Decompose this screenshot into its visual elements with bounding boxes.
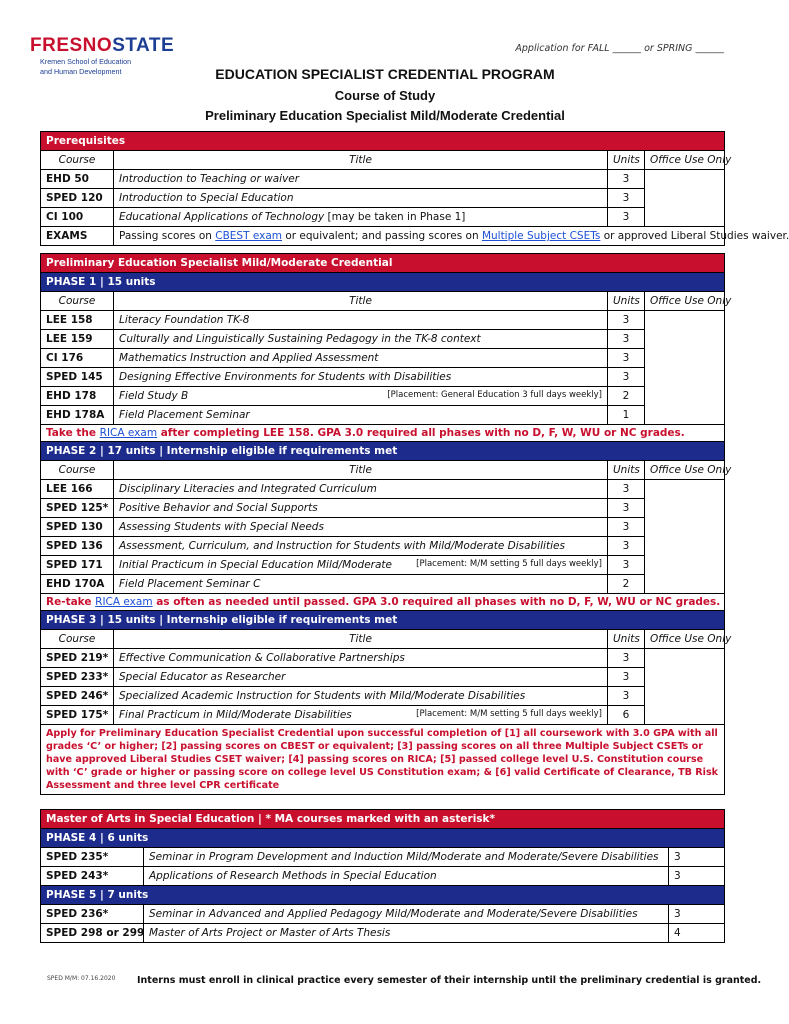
course-units: 3	[608, 208, 645, 227]
table-row	[41, 480, 725, 499]
col-office: Office Use Only	[645, 461, 725, 480]
logo-subtitle-2: and Human Development	[40, 67, 122, 76]
table-row	[41, 330, 725, 349]
course-title: Literacy Foundation TK-8	[114, 311, 608, 330]
table-row	[41, 170, 725, 189]
phase-1-heading: PHASE 1 | 15 units	[41, 273, 725, 292]
cbest-exam-link[interactable]: CBEST exam	[215, 230, 282, 242]
course-title: Positive Behavior and Social Supports	[114, 499, 608, 518]
course-units: 3	[608, 368, 645, 387]
placement-note: [Placement: General Education 3 full days weekly]	[387, 390, 602, 400]
course-units: 6	[608, 706, 645, 725]
course-units: 3	[669, 867, 725, 886]
course-title: Field Placement Seminar	[114, 406, 608, 425]
table-row	[41, 311, 725, 330]
course-title: Final Practicum in Mild/Moderate Disabilities [Placement: M/M setting 5 full days weekly]	[114, 706, 608, 725]
course-title: Designing Effective Environments for Students with Disabilities	[114, 368, 608, 387]
course-units: 3	[669, 905, 725, 924]
course-code: SPED 120	[41, 189, 114, 208]
course-code: SPED 219*	[41, 649, 114, 668]
course-title: Assessing Students with Special Needs	[114, 518, 608, 537]
course-title: Assessment, Curriculum, and Instruction for Students with Mild/Moderate Disabilities	[114, 537, 608, 556]
masters-heading: Master of Arts in Special Education | * MA courses marked with an asterisk*	[41, 810, 725, 829]
course-code: SPED 130	[41, 518, 114, 537]
document-code: SPED M/M: 07.16.2020	[47, 975, 116, 982]
course-code: SPED 136	[41, 537, 114, 556]
course-code: LEE 166	[41, 480, 114, 499]
col-title: Title	[114, 292, 608, 311]
table-row	[41, 189, 725, 208]
course-units: 3	[608, 668, 645, 687]
table-row	[41, 905, 725, 924]
placement-note: [Placement: M/M setting 5 full days weekly]	[416, 559, 602, 569]
col-office: Office Use Only	[645, 630, 725, 649]
course-title: Applications of Research Methods in Special Education	[144, 867, 669, 886]
course-title: Introduction to Teaching or waiver	[114, 170, 608, 189]
office-use-cell[interactable]	[645, 311, 725, 425]
course-code: SPED 246*	[41, 687, 114, 706]
prerequisites-table	[40, 131, 789, 246]
course-units: 3	[669, 848, 725, 867]
course-code: SPED 243*	[41, 867, 144, 886]
office-use-cell[interactable]	[645, 480, 725, 594]
table-row	[41, 406, 725, 425]
credential-application-note: Apply for Preliminary Education Specialist Credential upon successful completion of [1] all coursework with 3.0 GPA with all grades ‘C’ or higher; [2] passing scores on CBEST or equivalent; [3] passing scores on all three Multiple Subject CSETs or have approved Liberal Studies CSET waiver; [4] passing scores on RICA; [5] passed college level U.S. Constitution course with ‘C’ grade or higher or passing score on college level US Constitution exam; & [6] valid Certificate of Clearance, TB Risk Assessment and three level CPR certificate	[41, 725, 725, 795]
col-units: Units	[608, 630, 645, 649]
course-units: 3	[608, 537, 645, 556]
course-title: Educational Applications of Technology [may be taken in Phase 1]	[114, 208, 608, 227]
course-code: LEE 159	[41, 330, 114, 349]
col-office: Office Use Only	[645, 292, 725, 311]
col-course: Course	[41, 630, 114, 649]
course-code: SPED 175*	[41, 706, 114, 725]
course-units: 3	[608, 170, 645, 189]
course-code: SPED 125*	[41, 499, 114, 518]
exams-requirement: Passing scores on CBEST exam or equivalent; and passing scores on Multiple Subject CSETs or approved Liberal Studies waiver.	[114, 227, 725, 246]
course-units: 3	[608, 499, 645, 518]
col-title: Title	[114, 630, 608, 649]
course-of-study-title: Course of Study	[334, 88, 436, 103]
col-units: Units	[608, 292, 645, 311]
course-units: 3	[608, 349, 645, 368]
course-units: 3	[608, 556, 645, 575]
course-units: 3	[608, 330, 645, 349]
course-title: Field Study B [Placement: General Education 3 full days weekly]	[114, 387, 608, 406]
course-title: Specialized Academic Instruction for Students with Mild/Moderate Disabilities	[114, 687, 608, 706]
office-use-cell[interactable]	[645, 649, 725, 725]
table-row	[41, 575, 725, 594]
table-row	[41, 208, 725, 227]
course-units: 2	[608, 387, 645, 406]
course-units: 2	[608, 575, 645, 594]
interns-note: Interns must enroll in clinical practice every semester of their internship until the preliminary credential is granted.	[137, 975, 762, 986]
table-row	[41, 848, 725, 867]
course-code: SPED 235*	[41, 848, 144, 867]
course-code: EHD 50	[41, 170, 114, 189]
table-row	[41, 349, 725, 368]
col-title: Title	[114, 461, 608, 480]
course-units: 3	[608, 480, 645, 499]
course-title: Mathematics Instruction and Applied Assessment	[114, 349, 608, 368]
course-code: SPED 171	[41, 556, 114, 575]
exams-label: EXAMS	[41, 227, 114, 246]
table-row	[41, 649, 725, 668]
course-code: EHD 170A	[41, 575, 114, 594]
course-units: 3	[608, 518, 645, 537]
course-code: SPED 298 or 299	[41, 924, 144, 943]
logo-subtitle-1: Kremen School of Education	[40, 57, 132, 66]
course-code: SPED 236*	[41, 905, 144, 924]
col-course: Course	[41, 461, 114, 480]
table-row	[41, 668, 725, 687]
course-code: SPED 233*	[41, 668, 114, 687]
table-row	[41, 924, 725, 943]
col-course: Course	[41, 151, 114, 170]
table-row	[41, 227, 725, 246]
cset-link[interactable]: Multiple Subject CSETs	[481, 230, 601, 242]
course-units: 4	[669, 924, 725, 943]
table-row	[41, 387, 725, 406]
course-title: Disciplinary Literacies and Integrated Curriculum	[114, 480, 608, 499]
course-code: SPED 145	[41, 368, 114, 387]
table-row	[41, 867, 725, 886]
col-units: Units	[608, 461, 645, 480]
course-title: Introduction to Special Education	[114, 189, 608, 208]
phase-5-heading: PHASE 5 | 7 units	[41, 886, 725, 905]
course-title: Master of Arts Project or Master of Arts Thesis	[144, 924, 669, 943]
course-code: CI 100	[41, 208, 114, 227]
prerequisites-heading: Prerequisites	[41, 132, 725, 151]
rica-exam-link[interactable]: RICA exam	[95, 596, 153, 608]
course-title: Effective Communication & Collaborative Partnerships	[114, 649, 608, 668]
course-title: Seminar in Advanced and Applied Pedagogy Mild/Moderate and Moderate/Severe Disabilities	[144, 905, 669, 924]
application-term-line[interactable]: Application for FALL ______ or SPRING ______	[515, 43, 724, 54]
course-code: EHD 178A	[41, 406, 114, 425]
course-code: LEE 158	[41, 311, 114, 330]
phase-1-note: Take the RICA exam after completing LEE 158. GPA 3.0 required all phases with no D, F, W, WU or NC grades.	[41, 425, 725, 442]
col-title: Title	[114, 151, 608, 170]
course-title: Field Placement Seminar C	[114, 575, 608, 594]
table-row	[41, 518, 725, 537]
table-row	[41, 499, 725, 518]
phase-4-heading: PHASE 4 | 6 units	[41, 829, 725, 848]
office-use-cell[interactable]	[645, 170, 725, 227]
col-office: Office Use Only	[645, 151, 725, 170]
logo-wordmark: FRESNOSTATE	[30, 35, 175, 56]
masters-table	[40, 809, 725, 943]
course-code: CI 176	[41, 349, 114, 368]
course-units: 3	[608, 189, 645, 208]
table-row	[41, 537, 725, 556]
course-title: Special Educator as Researcher	[114, 668, 608, 687]
phase-3-heading: PHASE 3 | 15 units | Internship eligible if requirements met	[41, 611, 725, 630]
placement-note: [Placement: M/M setting 5 full days weekly]	[416, 709, 602, 719]
course-title: Culturally and Linguistically Sustaining Pedagogy in the TK-8 context	[114, 330, 608, 349]
course-title: Initial Practicum in Special Education Mild/Moderate [Placement: M/M setting 5 full days weekly]	[114, 556, 608, 575]
col-units: Units	[608, 151, 645, 170]
course-units: 1	[608, 406, 645, 425]
col-course: Course	[41, 292, 114, 311]
credential-table	[40, 253, 732, 795]
table-row	[41, 368, 725, 387]
table-row	[41, 687, 725, 706]
rica-exam-link[interactable]: RICA exam	[99, 427, 158, 439]
course-code: EHD 178	[41, 387, 114, 406]
program-title: EDUCATION SPECIALIST CREDENTIAL PROGRAM	[215, 66, 555, 82]
table-row	[41, 706, 725, 725]
credential-title: Preliminary Education Specialist Mild/Moderate Credential	[205, 108, 565, 123]
credential-heading: Preliminary Education Specialist Mild/Moderate Credential	[41, 254, 725, 273]
course-units: 3	[608, 649, 645, 668]
course-units: 3	[608, 311, 645, 330]
phase-2-heading: PHASE 2 | 17 units | Internship eligible if requirements met	[41, 442, 725, 461]
table-row	[41, 556, 725, 575]
phase-2-note: Re-take RICA exam as often as needed until passed. GPA 3.0 required all phases with no D, F, W, WU or NC grades.	[41, 594, 725, 611]
course-units: 3	[608, 687, 645, 706]
course-title: Seminar in Program Development and Induction Mild/Moderate and Moderate/Severe Disabilities	[144, 848, 669, 867]
